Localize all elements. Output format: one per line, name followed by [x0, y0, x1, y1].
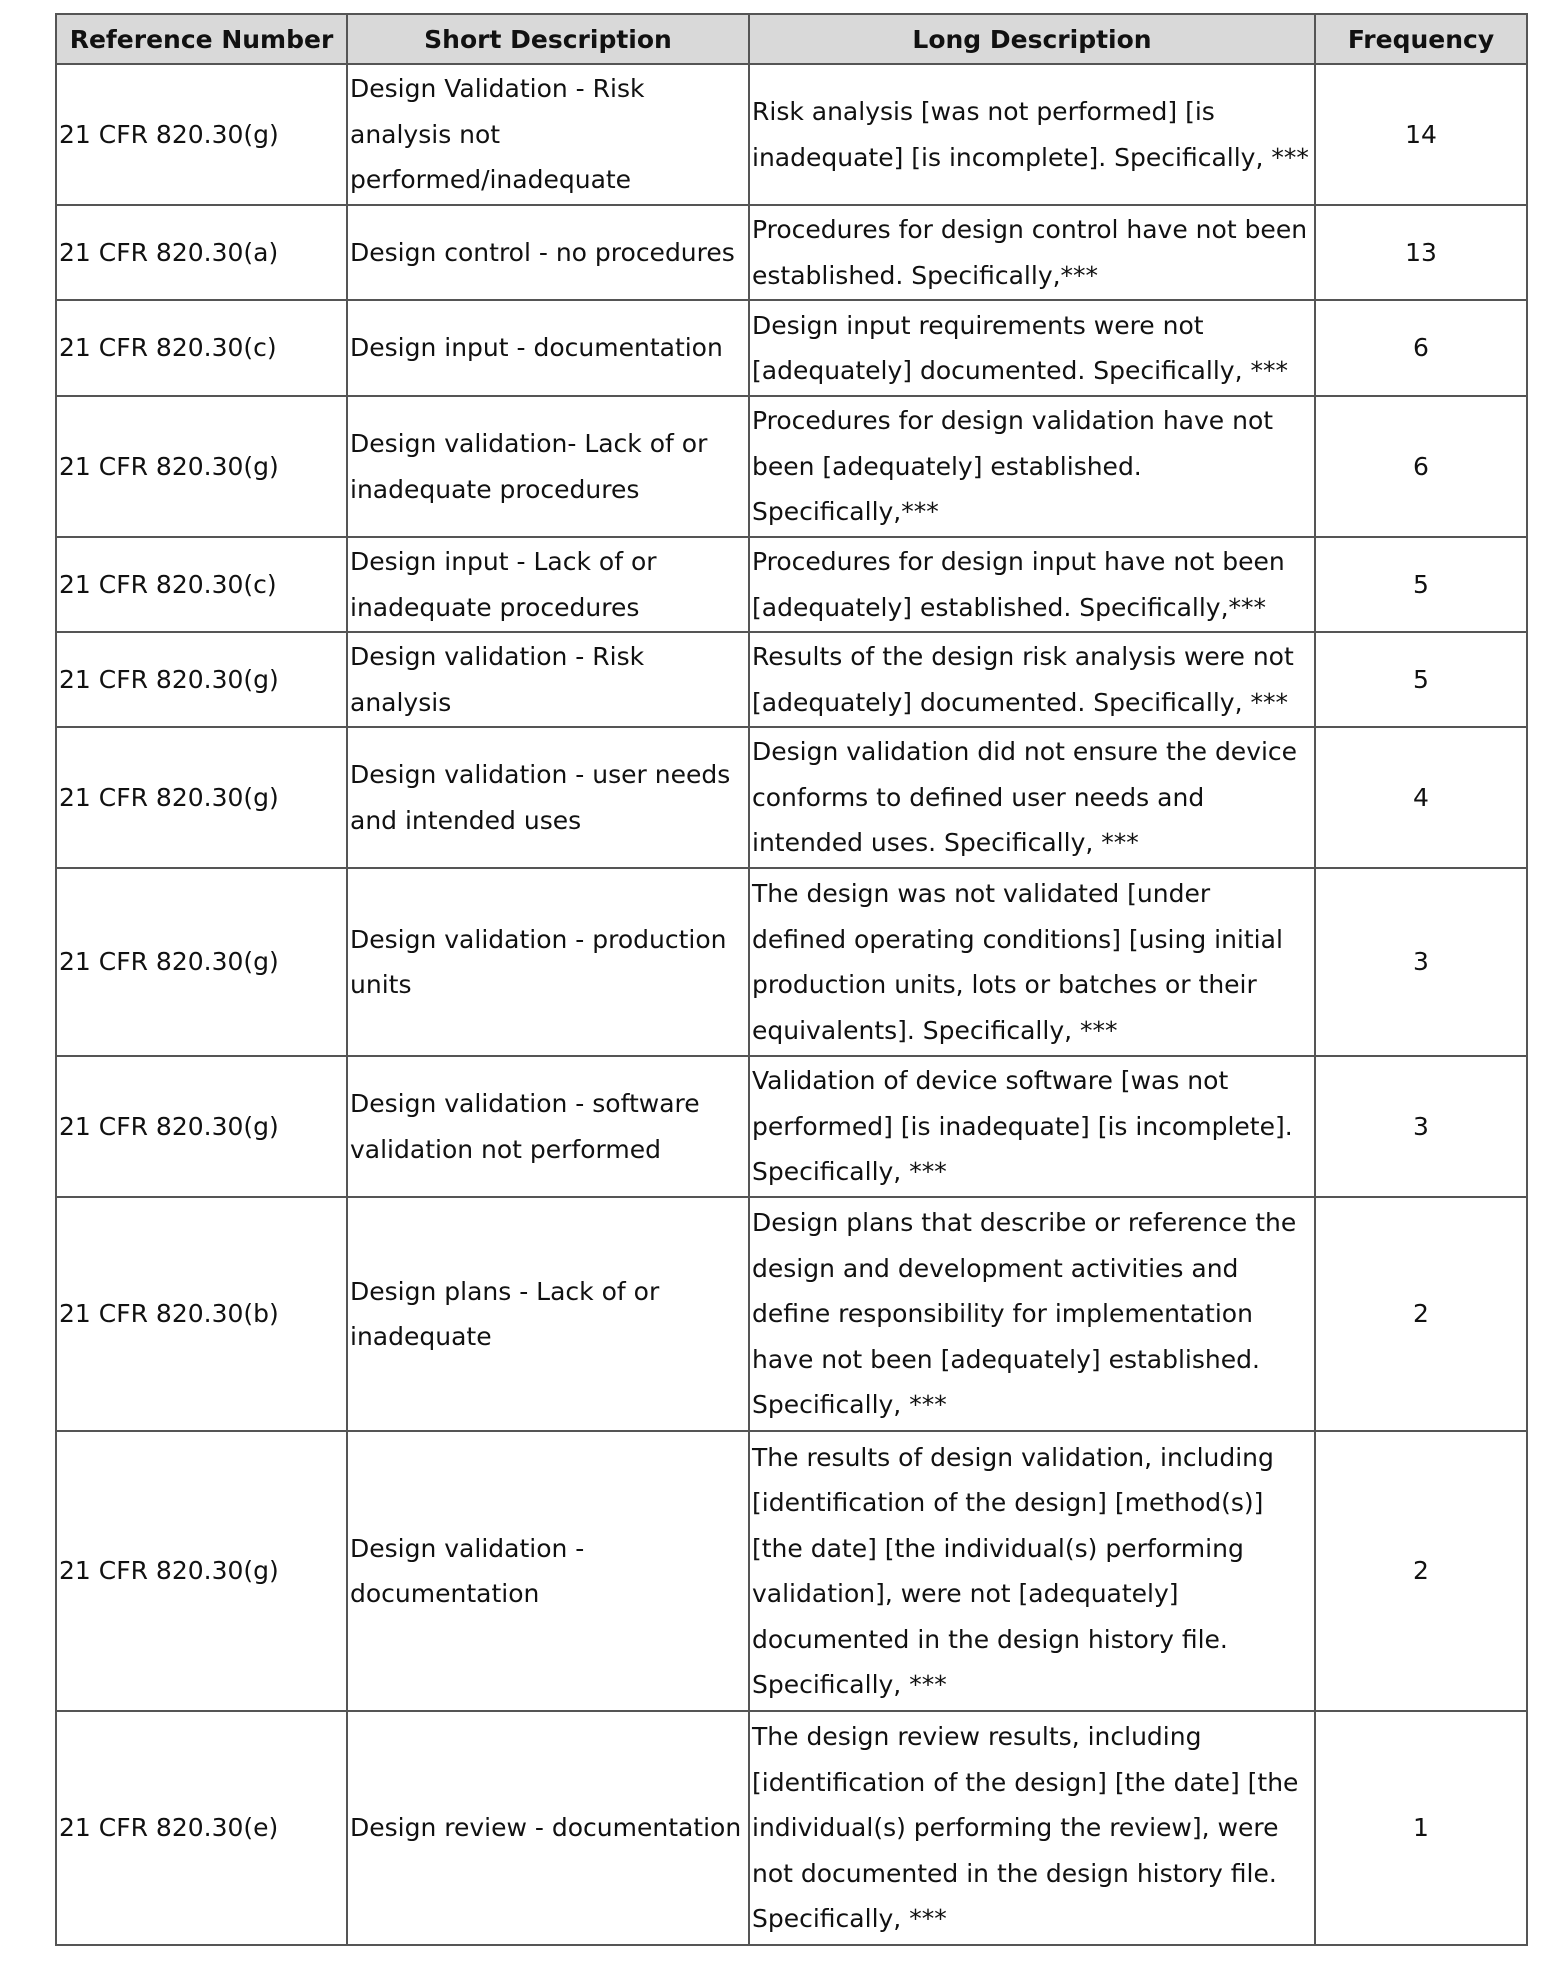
long-description-cell: Procedures for design control have not been established. Specifically,*** [749, 205, 1315, 300]
long-description-cell: The design was not validated [under defined operating conditions] [using initial production units, lots or batches or their equivalents]. Specifically, *** [749, 868, 1315, 1056]
reference-cell: 21 CFR 820.30(g) [56, 396, 347, 537]
table-row [56, 1711, 1527, 1945]
short-description-cell: Design control - no procedures [347, 205, 749, 300]
short-description-cell: Design input - documentation [347, 300, 749, 396]
frequency-cell: 5 [1315, 632, 1527, 727]
reference-cell: 21 CFR 820.30(g) [56, 1431, 347, 1711]
long-description-cell: Results of the design risk analysis were not [adequately] documented. Specifically, *** [749, 632, 1315, 727]
header-short-description: Short Description [347, 14, 749, 64]
table-row [56, 868, 1527, 1056]
table-body [56, 64, 1527, 1945]
table-row [56, 300, 1527, 396]
short-description-cell: Design validation- Lack of or inadequate procedures [347, 396, 749, 537]
reference-cell: 21 CFR 820.30(b) [56, 1197, 347, 1431]
table-row [56, 64, 1527, 205]
frequency-cell: 1 [1315, 1711, 1527, 1945]
table-row [56, 632, 1527, 727]
table-row [56, 396, 1527, 537]
long-description-cell: Design validation did not ensure the device conforms to defined user needs and intended uses. Specifically, *** [749, 727, 1315, 868]
short-description-cell: Design validation - Risk analysis [347, 632, 749, 727]
reference-cell: 21 CFR 820.30(g) [56, 868, 347, 1056]
short-description-cell: Design validation - user needs and intended uses [347, 727, 749, 868]
frequency-table-container [55, 13, 1526, 1946]
long-description-cell: The results of design validation, including [identification of the design] [method(s)] [the date] [the individual(s) performing validation], were not [adequately] documented in the design history file. Specifically, *** [749, 1431, 1315, 1711]
reference-cell: 21 CFR 820.30(g) [56, 1056, 347, 1197]
reference-cell: 21 CFR 820.30(c) [56, 300, 347, 396]
frequency-cell: 14 [1315, 64, 1527, 205]
frequency-cell: 6 [1315, 300, 1527, 396]
frequency-table [55, 13, 1528, 1946]
short-description-cell: Design review - documentation [347, 1711, 749, 1945]
reference-cell: 21 CFR 820.30(c) [56, 537, 347, 632]
reference-cell: 21 CFR 820.30(g) [56, 727, 347, 868]
table-row [56, 1197, 1527, 1431]
long-description-cell: Validation of device software [was not performed] [is inadequate] [is incomplete]. Specifically, *** [749, 1056, 1315, 1197]
long-description-cell: Procedures for design validation have not been [adequately] established. Specifically,*** [749, 396, 1315, 537]
reference-cell: 21 CFR 820.30(g) [56, 64, 347, 205]
long-description-cell: Risk analysis [was not performed] [is inadequate] [is incomplete]. Specifically, *** [749, 64, 1315, 205]
header-frequency: Frequency [1315, 14, 1527, 64]
header-long-description: Long Description [749, 14, 1315, 64]
header-reference-number: Reference Number [56, 14, 347, 64]
short-description-cell: Design validation - documentation [347, 1431, 749, 1711]
short-description-cell: Design Validation - Risk analysis not performed/inadequate [347, 64, 749, 205]
reference-cell: 21 CFR 820.30(a) [56, 205, 347, 300]
short-description-cell: Design validation - production units [347, 868, 749, 1056]
long-description-cell: The design review results, including [identification of the design] [the date] [the individual(s) performing the review], were not documented in the design history file. Specifically, *** [749, 1711, 1315, 1945]
table-row [56, 205, 1527, 300]
frequency-cell: 13 [1315, 205, 1527, 300]
table-row [56, 537, 1527, 632]
frequency-cell: 4 [1315, 727, 1527, 868]
reference-cell: 21 CFR 820.30(g) [56, 632, 347, 727]
frequency-cell: 3 [1315, 1056, 1527, 1197]
reference-cell: 21 CFR 820.30(e) [56, 1711, 347, 1945]
long-description-cell: Procedures for design input have not been [adequately] established. Specifically,*** [749, 537, 1315, 632]
long-description-cell: Design input requirements were not [adequately] documented. Specifically, *** [749, 300, 1315, 396]
frequency-cell: 2 [1315, 1197, 1527, 1431]
long-description-cell: Design plans that describe or reference the design and development activities and define responsibility for implementation have not been [adequately] established. Specifically, *** [749, 1197, 1315, 1431]
table-row [56, 1431, 1527, 1711]
short-description-cell: Design plans - Lack of or inadequate [347, 1197, 749, 1431]
table-row [56, 727, 1527, 868]
short-description-cell: Design input - Lack of or inadequate procedures [347, 537, 749, 632]
frequency-cell: 6 [1315, 396, 1527, 537]
header-row [56, 14, 1527, 64]
frequency-cell: 5 [1315, 537, 1527, 632]
short-description-cell: Design validation - software validation not performed [347, 1056, 749, 1197]
frequency-cell: 3 [1315, 868, 1527, 1056]
table-row [56, 1056, 1527, 1197]
frequency-cell: 2 [1315, 1431, 1527, 1711]
